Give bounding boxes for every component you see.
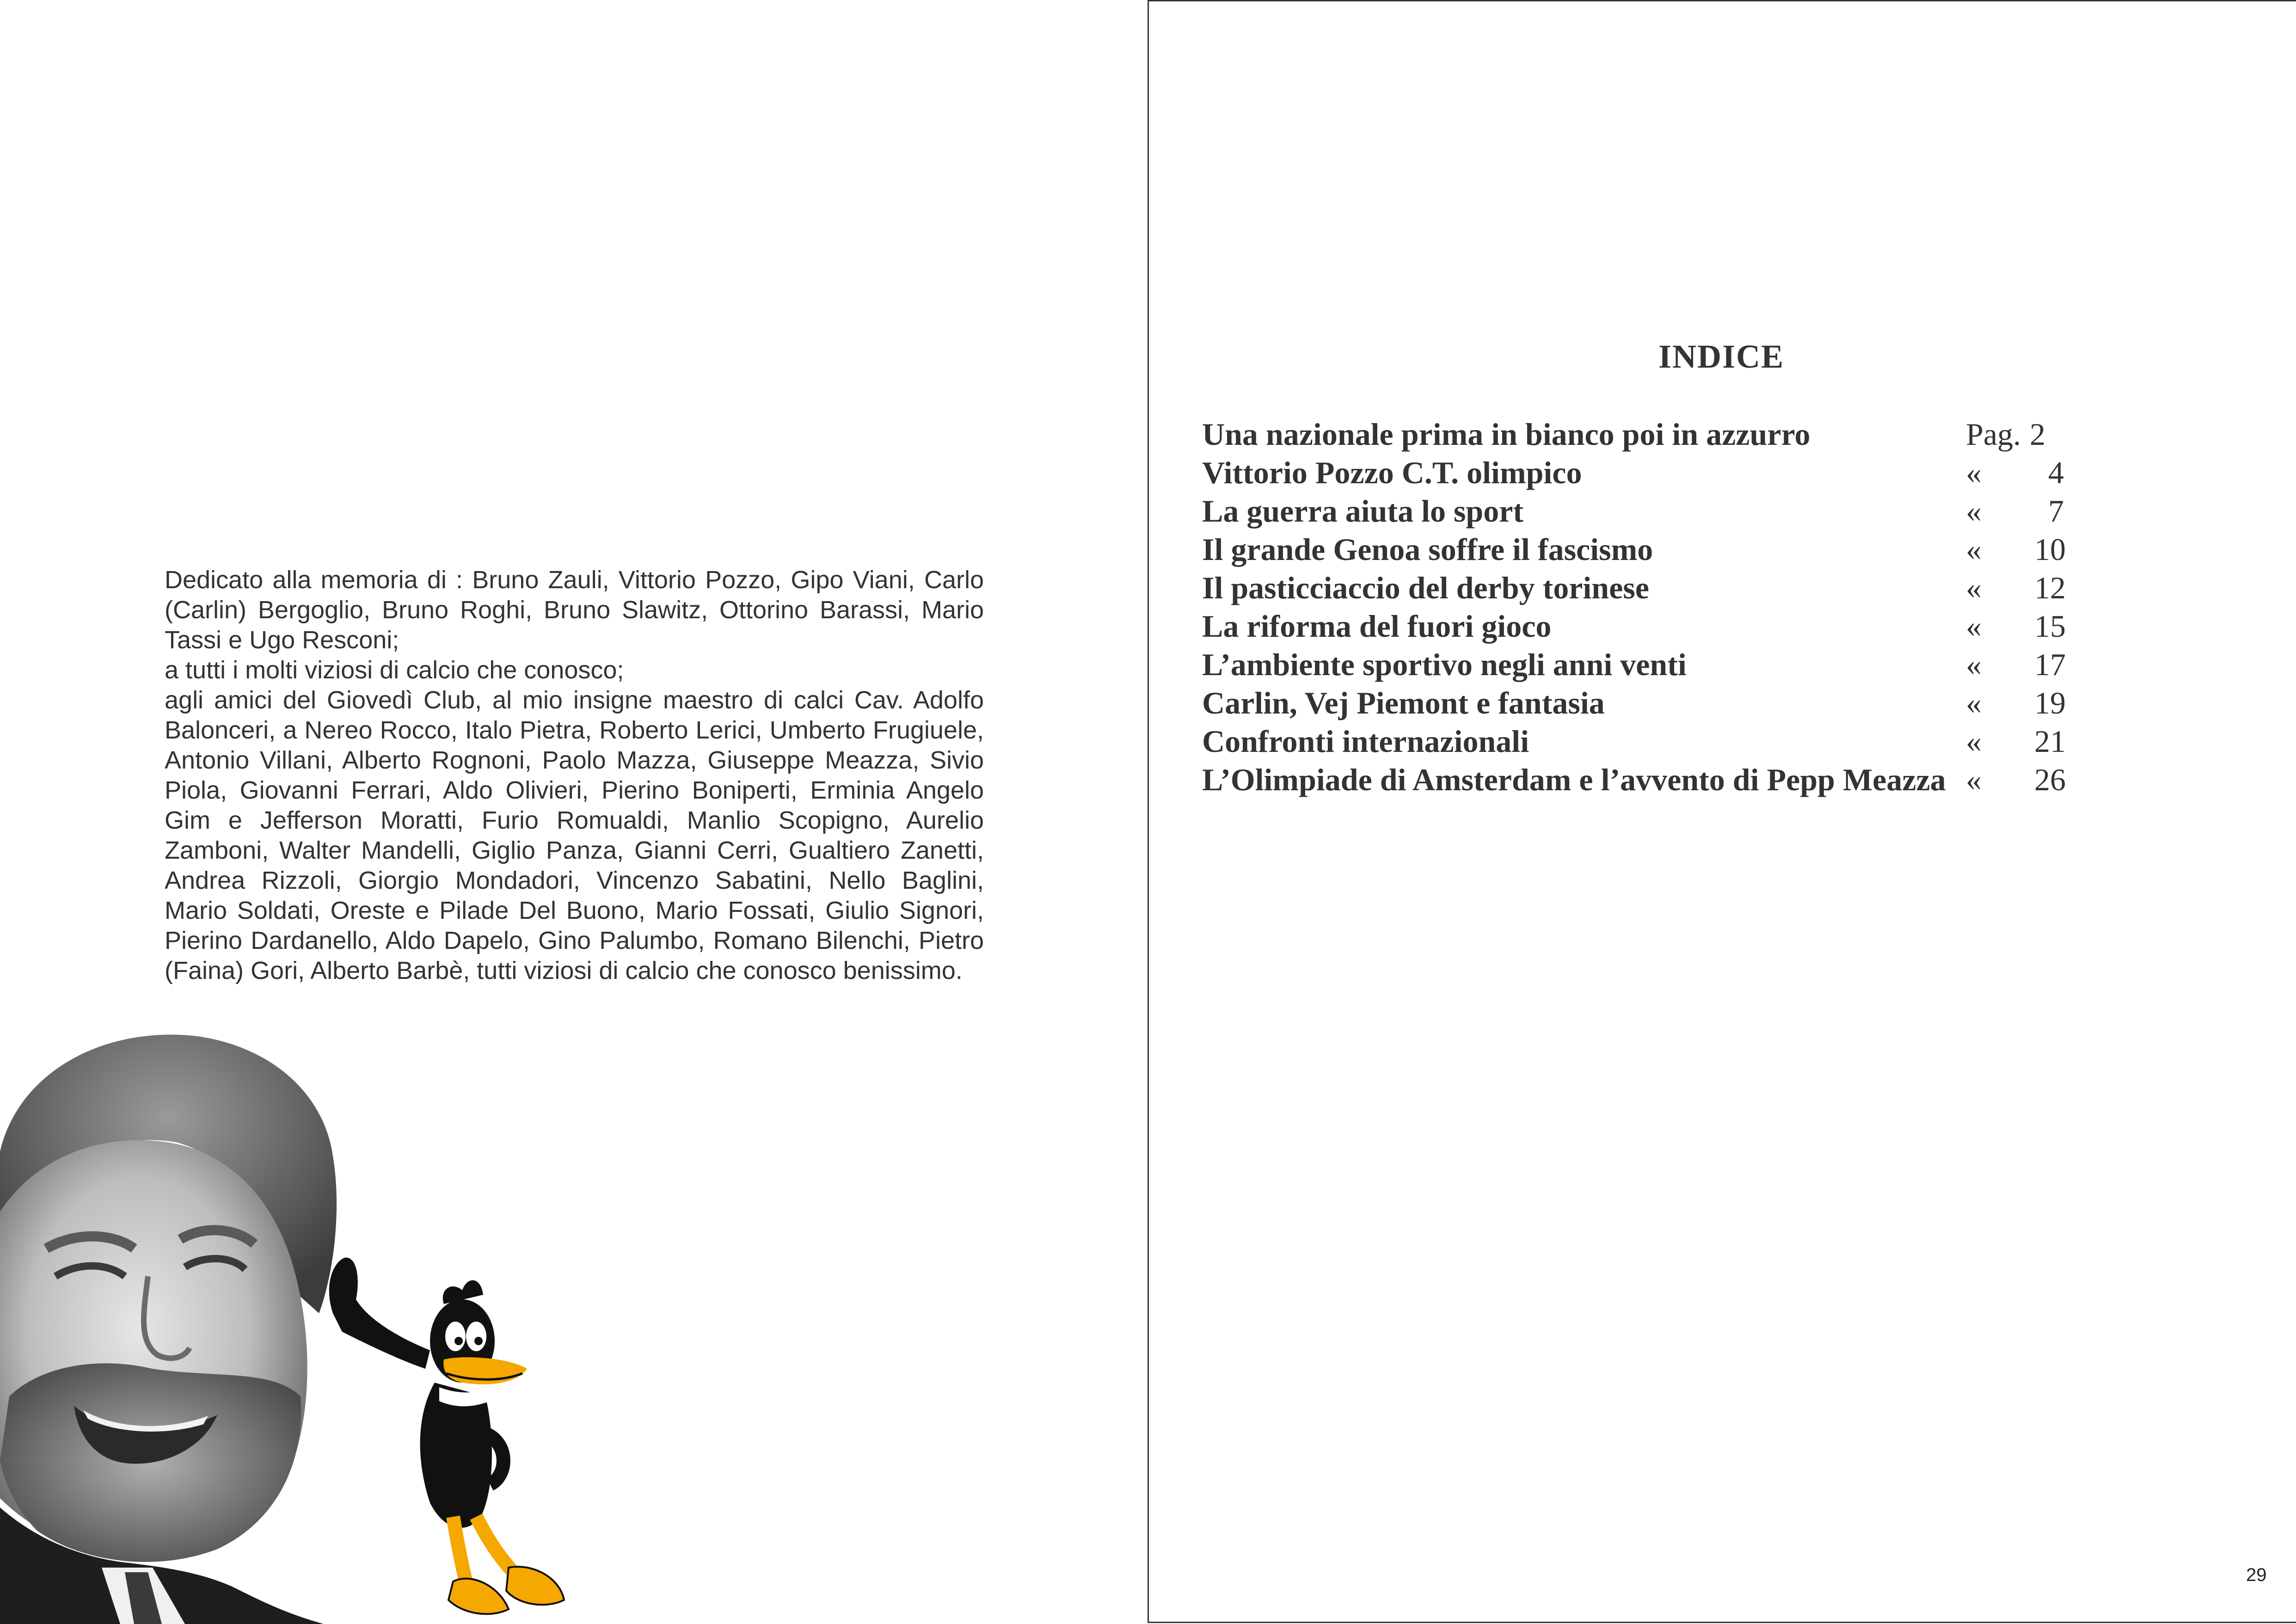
toc-row [1202,569,2127,607]
toc-row [1202,415,2127,454]
toc-entry-title: Confronti internazionali [1202,724,1529,759]
toc-row [1202,684,2127,722]
page-number: 29 [2246,1565,2267,1585]
toc-entry-marker: « [1966,762,1982,797]
toc-entry-marker: « [1966,493,1982,529]
toc-entry-page: 10 [2034,532,2066,567]
toc-row [1202,722,2127,761]
toc-entry-title: L’Olimpiade di Amsterdam e l’avvento di Pepp Meazza [1202,762,1946,797]
toc-entry-page: 4 [2048,455,2064,490]
toc-entry-page: 7 [2048,493,2064,529]
toc-row [1202,492,2127,530]
portrait-illustration [0,1017,578,1624]
toc-entry-title: Il pasticciaccio del derby torinese [1202,570,1649,605]
toc-entry-title: Vittorio Pozzo C.T. olimpico [1202,455,1582,490]
index-title: INDICE [1658,338,1785,375]
toc-row [1202,607,2127,646]
toc-entry-title: Carlin, Vej Piemont e fantasia [1202,685,1605,720]
page-border-bottom [1148,1622,2296,1623]
toc-entry-page: 26 [2034,762,2066,797]
left-page [0,0,1147,1624]
toc-entry-page: 21 [2034,724,2066,759]
toc-entry-page: 19 [2034,685,2066,720]
dedication-paragraph-friends: agli amici del Giovedì Club, al mio insigne maestro di calci Cav. Adolfo Balonceri, a Nereo Rocco, Italo Pietra, Roberto Lerici, Umberto Frugiuele, Antonio Villani, Alberto Rognoni, Paolo Mazza, Giuseppe Meazza, Sivio Piola, Giovanni Ferrari, Aldo Olivieri, Pierino Boniperti, Erminia Angelo Gim e Jefferson Moratti, Furio Romualdi, Manlio Scopigno, Aurelio Zamboni, Walter Mandelli, Giglio Panza, Gianni Cerri, Gualtiero Zanetti, Andrea Rizzoli, Giorgio Mondadori, Vincenzo Sabatini, Nello Baglini, Mario Soldati, Oreste e Pilade Del Buono, Mario Fossati, Giulio Signori, Pierino Dardanello, Aldo Dapelo, Gino Palumbo, Romano Bilenchi, Pietro (Faina) Gori, Alberto Barbè, tutti viziosi di calcio che conosco benissimo. [165,686,984,984]
toc-entry-page: 2 [2030,417,2045,452]
toc-entry-marker: « [1966,455,1982,490]
toc-entry-page: 17 [2034,647,2066,682]
toc-entry-page: 15 [2034,609,2066,644]
toc-entry-marker: « [1966,685,1982,720]
toc-row [1202,454,2127,492]
dedication-paragraph-memory: Dedicato alla memoria di : Bruno Zauli, Vittorio Pozzo, Gipo Viani, Carlo (Carlin) Bergoglio, Bruno Roghi, Bruno Slawitz, Ottorino Barassi, Mario Tassi e Ugo Resconi; [165,566,984,654]
right-page [1148,0,2295,1623]
toc-row [1202,530,2127,569]
page-border-top [1148,0,2296,1]
dedication-text [165,565,984,986]
toc-entry-title: L’ambiente sportivo negli anni venti [1202,647,1687,682]
toc-entry-title: La guerra aiuta lo sport [1202,493,1524,529]
toc-row [1202,761,2127,799]
table-of-contents [1202,415,2127,799]
toc-entry-page: 12 [2034,570,2066,605]
toc-entry-title: Una nazionale prima in bianco poi in azzurro [1202,417,1811,452]
dedication-paragraph-viziosi: a tutti i molti viziosi di calcio che conosco; [165,656,624,684]
toc-entry-marker: « [1966,647,1982,682]
toc-entry-marker: Pag. [1966,417,2021,452]
daffy-duck-illustration [329,1258,564,1614]
toc-row [1202,646,2127,684]
man-portrait [0,1034,337,1624]
toc-entry-marker: « [1966,532,1982,567]
toc-entry-marker: « [1966,609,1982,644]
toc-entry-title: Il grande Genoa soffre il fascismo [1202,532,1653,567]
toc-entry-marker: « [1966,724,1982,759]
toc-entry-marker: « [1966,570,1982,605]
toc-entry-title: La riforma del fuori gioco [1202,609,1552,644]
